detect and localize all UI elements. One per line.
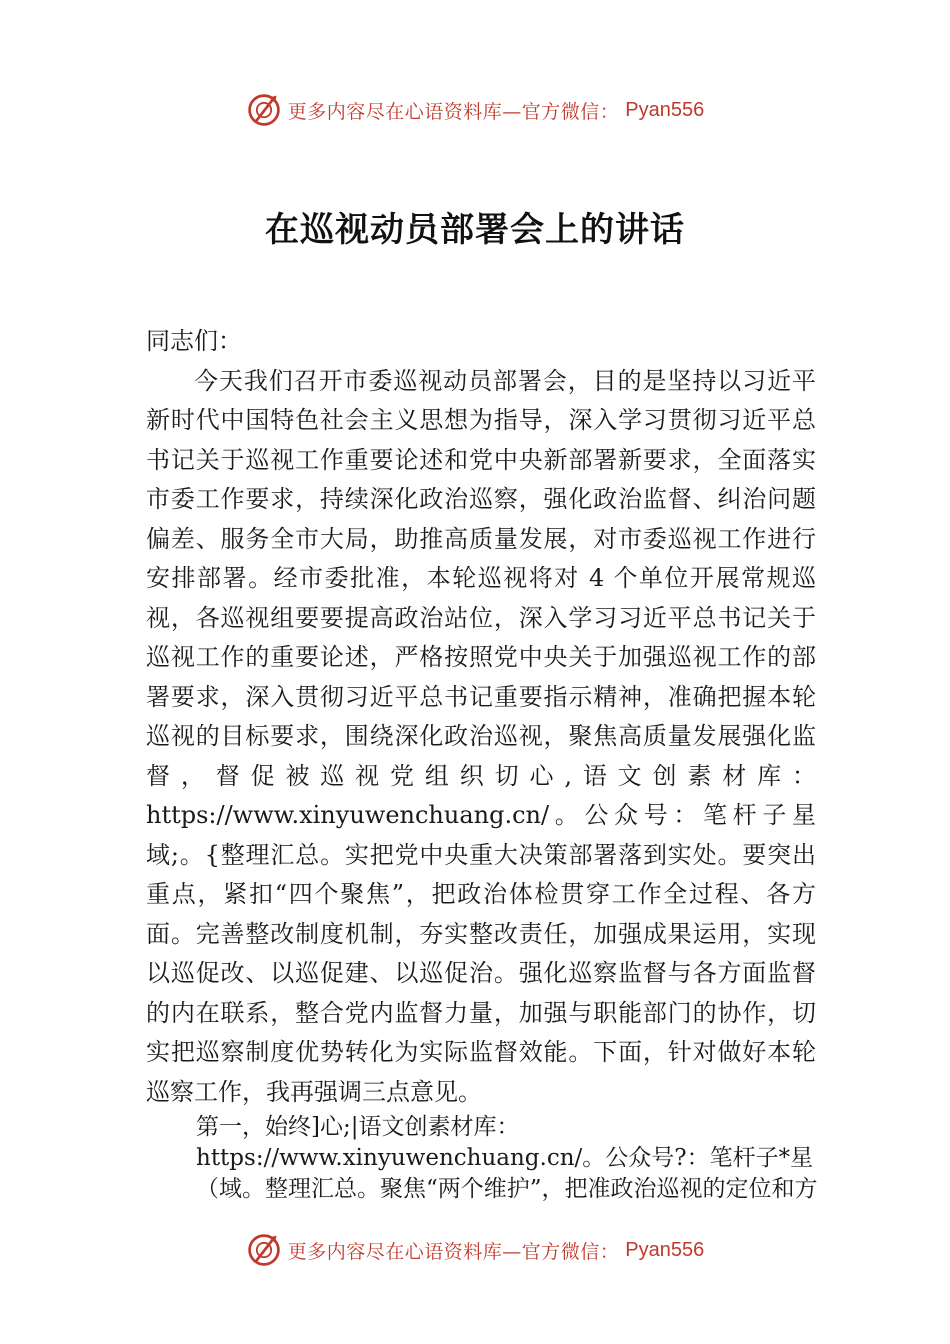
header-banner-text: 更多内容尽在心语资料库—官方微信： <box>287 100 620 123</box>
brand-logo-icon <box>246 1232 282 1268</box>
paragraph-2: 第一，始终]心;|语文创素材库：https://www.xinyuwenchuang.cn/。公众号?：笔杆子*星（域。整理汇总。聚焦“两个维护”，把准政治巡视的定位和方 <box>196 1114 818 1202</box>
header-banner <box>0 92 950 128</box>
salutation: 同志们： <box>146 327 242 355</box>
paragraph-1: 今天我们召开市委巡视动员部署会，目的是坚持以习近平新时代中国特色社会主义思想为指导，深入学习贯彻习近平总书记关于巡视工作重要论述和党中央新部署新要求，全面落实市委工作要求，持续深化政治巡察，强化政治监督、纠治问题偏差、服务全市大局，助推高质量发展，对市委巡视工作进行安排部署。经市委批准，本轮巡视将对 4 个单位开展常规巡视，各巡视组要要提高政治站位，深入学习习近平总书记关于巡视工作的重要论述，严格按照党中央关于加强巡视工作的部署要求，深入贯彻习近平总书记重要指示精神，准确把握本轮巡视的目标要求，围绕深化政治巡视，聚焦高质量发展强化监督，督促被巡视党组织切心,语文创素材库：https://www.xinyuwenchuang.cn/。公众号：笔杆子星域;。{整理汇总。实把党中央重大决策部署落到实处。要突出重点，紧扣“四个聚焦”，把政治体检贯穿工作全过程、各方面。完善整改制度机制，夯实整改责任，加强成果运用，实现以巡促改、以巡促建、以巡促治。强化巡察监督与各方面监督的内在联系，整合党内监督力量，加强与职能部门的协作，切实把巡察制度优势转化为实际监督效能。下面，针对做好本轮巡察工作，我再强调三点意见。 <box>146 366 816 1106</box>
header-wechat-id: Pyan556 <box>625 98 705 121</box>
document-body <box>146 322 816 1205</box>
footer-banner-text: 更多内容尽在心语资料库—官方微信： <box>287 1240 620 1263</box>
brand-logo-icon <box>246 92 282 128</box>
footer-banner <box>0 1232 950 1268</box>
document-title: 在巡视动员部署会上的讲话 <box>265 210 685 250</box>
footer-wechat-id: Pyan556 <box>625 1238 705 1261</box>
